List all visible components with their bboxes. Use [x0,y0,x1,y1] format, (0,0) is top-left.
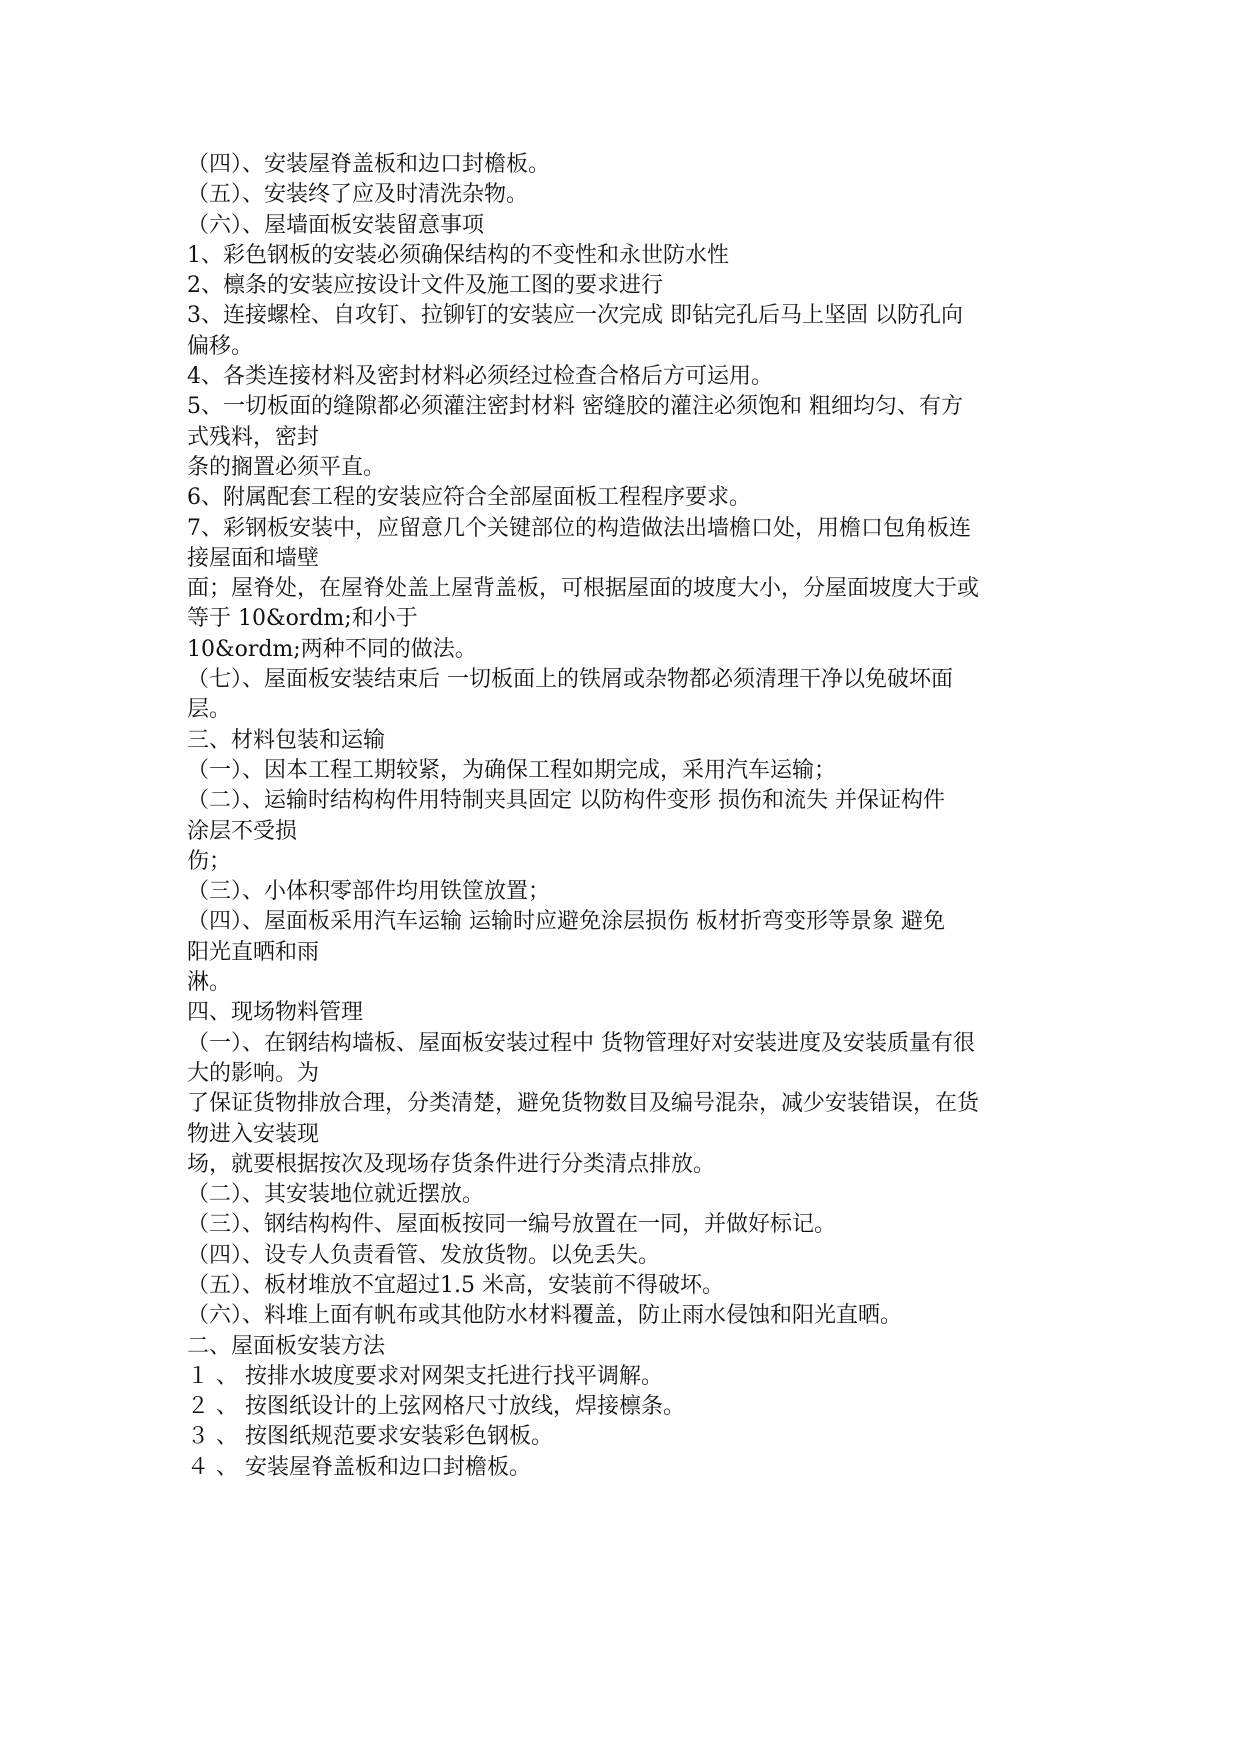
text-line: 1、彩色钢板的安装必须确保结构的不变性和永世防水性 [187,242,729,268]
text-line: 物进入安装现 [187,1121,320,1147]
text-line: （二）、其安装地位就近摆放。 [187,1182,485,1208]
text-line: 层。 [187,697,232,723]
text-line: 10&ordm;两种不同的做法。 [187,636,477,662]
text-line: ２ 、 按图纸设计的上弦网格尺寸放线，焊接檩条。 [187,1394,685,1420]
text-line: （六）、屋墙面板安装留意事项 [187,212,485,238]
text-line: （七）、屋面板安装结束后 一切板面上的铁屑或杂物都必须清理干净以免破坏面 [187,667,953,693]
text-line: 淋。 [187,970,232,996]
text-line: 阳光直晒和雨 [187,939,320,965]
text-line: 5、一切板面的缝隙都必须灌注密封材料 密缝胶的灌注必须饱和 粗细均匀、有方 [187,394,963,420]
text-line: （四）、安装屋脊盖板和边口封檐板。 [187,152,551,177]
text-line: 式残料，密封 [187,424,320,450]
text-line: （二）、运输时结构构件用特制夹具固定 以防构件变形 损伤和流失 并保证构件 [187,788,945,814]
document-body [187,150,1062,1483]
text-line: （一）、因本工程工期较紧，为确保工程如期完成，采用汽车运输； [187,757,837,783]
text-line: 伤； [187,848,232,874]
text-line: 三、材料包装和运输 [187,727,386,753]
text-line: （六）、料堆上面有帆布或其他防水材料覆盖，防止雨水侵蚀和阳光直晒。 [187,1303,903,1329]
text-line: 等于 10&ordm;和小于 [187,606,418,632]
text-line: 7、彩钢板安装中，应留意几个关键部位的构造做法出墙檐口处，用檐口包角板连 [187,515,971,541]
text-line: 二、屋面板安装方法 [187,1333,386,1359]
text-line: （一）、在钢结构墙板、屋面板安装过程中 货物管理好对安装进度及安装质量有很 [187,1030,975,1056]
text-line: 了保证货物排放合理，分类清楚，避免货物数目及编号混杂，减少安装错误，在货 [187,1091,980,1117]
text-line: １ 、 按排水坡度要求对网架支托进行找平调解。 [187,1363,663,1389]
text-line: （三）、小体积零部件均用铁筐放置； [187,879,551,905]
text-line: （四）、设专人负责看管、发放货物。以免丢失。 [187,1242,661,1268]
text-line: 四、现场物料管理 [187,1000,364,1026]
text-line: 涂层不受损 [187,818,298,844]
text-line: ４ 、 安装屋脊盖板和边口封檐板。 [187,1454,531,1480]
text-line: 3、连接螺栓、自攻钉、拉铆钉的安装应一次完成 即钻完孔后马上坚固 以防孔向 [187,303,963,329]
text-line: 场，就要根据按次及现场存货条件进行分类清点排放。 [187,1151,716,1177]
text-line: 面；屋脊处，在屋脊处盖上屋背盖板，可根据屋面的坡度大小，分屋面坡度大于或 [187,576,980,602]
text-line: 4、各类连接材料及密封材料必须经过检查合格后方可运用。 [187,364,773,390]
text-line: （五）、板材堆放不宜超过1.5 米高，安装前不得破坏。 [187,1272,724,1298]
text-line: （四）、屋面板采用汽车运输 运输时应避免涂层损伤 板材折弯变形等景象 避免 [187,909,945,935]
text-line: 偏移。 [187,333,254,359]
text-line: 接屋面和墙壁 [187,545,320,571]
text-line: 条的搁置必须平直。 [187,454,386,480]
text-line: （五）、安装终了应及时清洗杂物。 [187,182,529,208]
text-line: 6、附属配套工程的安装应符合全部屋面板工程程序要求。 [187,485,751,511]
text-line: 大的影响。为 [187,1060,320,1086]
text-line: ３ 、 按图纸规范要求安装彩色钢板。 [187,1424,553,1450]
text-line: （三）、钢结构构件、屋面板按同一编号放置在一同，并做好标记。 [187,1212,837,1238]
text-line: 2、檩条的安装应按设计文件及施工图的要求进行 [187,273,663,299]
